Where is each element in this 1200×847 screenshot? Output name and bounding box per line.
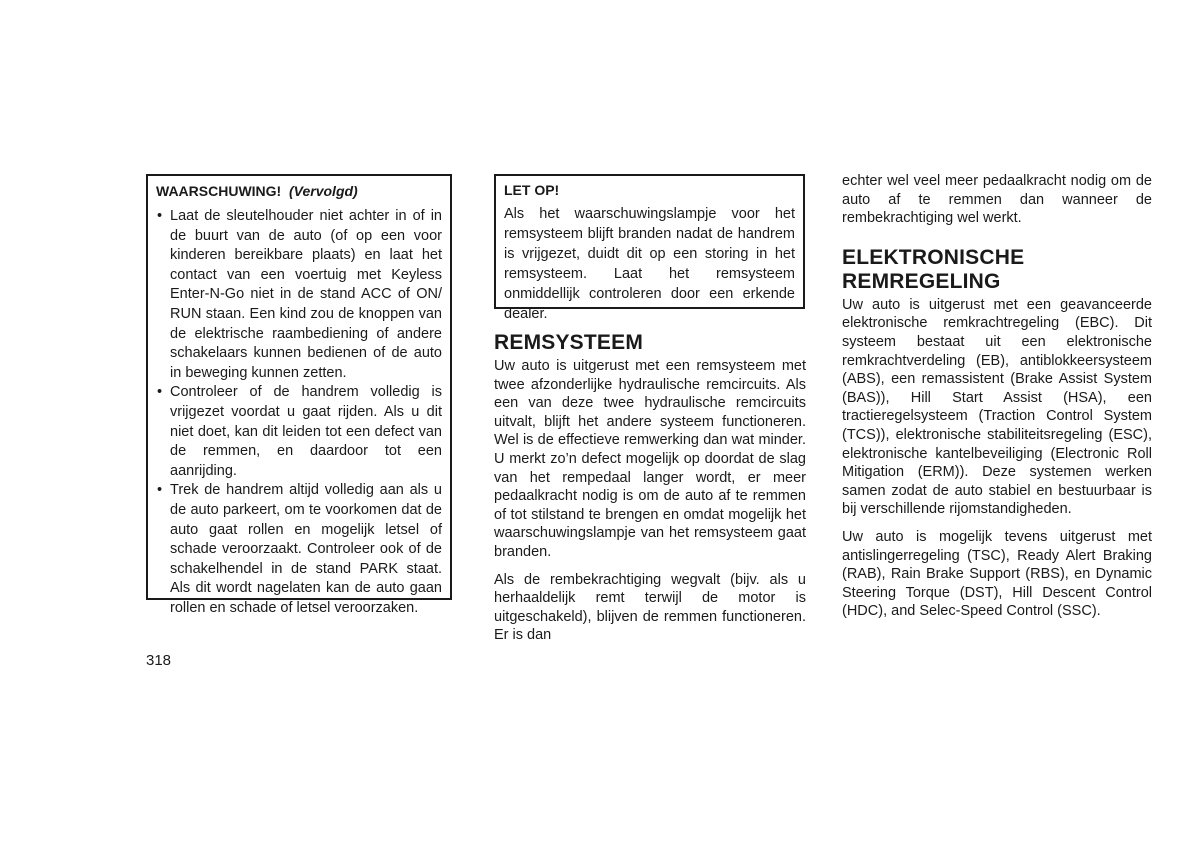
warning-item: • Controleer of de handrem volledig is vrijgezet voordat u gaat rijden. Als u dit niet doet, kan dit leiden tot een defect van de remmen, en daardoor tot een aanrijding. — [156, 383, 442, 481]
elektronische-paragraph: Uw auto is uitgerust met een geavanceerde elektronische remkrachtregeling (EBC). Dit systeem bestaat uit een elektronische remkrachtverdeling (EB), antiblokkeersysteem (ABS), een remassistent (Brake Assist System (BAS)), Hill Start Assist (HSA), een tractieregelsysteem (Traction Control System (TCS)), elektronische stabiliteitsregeling (ESC), elektronische kantelbeveiliging (Electronic Roll Mitigation (ERM)). Deze systemen werken samen zodat de auto stabiel en bestuurbaar is bij verschillende rijomstandigheden. — [842, 296, 1152, 518]
heading-line-1: ELEKTRONISCHE — [842, 245, 1025, 269]
page-number: 318 — [146, 652, 172, 669]
warning-list — [156, 207, 442, 618]
elektronische-paragraph: Uw auto is mogelijk tevens uitgerust met antislingerregeling (TSC), Ready Alert Braking (RAB), Rain Brake Support (RBS), en Dynamic Steering Torque (DST), Hill Descent Control (HDC), and Selec-Speed Control (SSC). — [842, 528, 1152, 620]
column-right — [842, 172, 1152, 621]
heading-line-2: REMREGELING — [842, 269, 1001, 293]
caution-body: Als het waarschuwingslampje voor het remsysteem blijft branden nadat de handrem is vrijgezet, duidt dit op een storing in het remsysteem. Laat het remsysteem onmiddellijk controleren door een erkende dealer. — [504, 206, 795, 322]
continuation-paragraph: echter wel veel meer pedaalkracht nodig om de auto af te remmen dan wanneer de rembekrachtiging wel werkt. — [842, 173, 1152, 227]
caution-box — [494, 174, 805, 322]
warning-title — [156, 181, 442, 201]
warning-title-text: WAARSCHUWING! — [156, 183, 282, 199]
warning-title-suffix: (Vervolgd) — [289, 183, 358, 199]
remsysteem-paragraph: Als de rembekrachtiging wegvalt (bijv. als u herhaaldelijk remt terwijl de motor is uitgeschakeld), blijven de remmen functioneren. Er is dan — [494, 571, 806, 644]
caution-title: LET OP! — [504, 182, 560, 198]
remsysteem-heading: REMSYSTEEM — [494, 331, 644, 354]
column-middle — [494, 174, 806, 645]
warning-item: • Trek de handrem altijd volledig aan als u de auto parkeert, om te voorkomen dat de auto gaat rollen en mogelijk letsel of schade veroorzaakt. Controleer ook of de schakelhendel in de stand PARK staat. Als dit wordt nagelaten kan de auto gaan rollen en schade of letsel veroorzaken. — [156, 481, 442, 618]
remsysteem-paragraph: Uw auto is uitgerust met een remsysteem met twee afzonderlijke hydraulische remcircuits. Als een van deze twee hydraulische remcircuits uitvalt, blijft het andere systeem functioneren. Wel is de effectieve remwerking dan wat minder. U merkt zo’n defect mogelijk op doordat de slag van het rempedaal langer wordt, er meer pedaalkracht nodig is om de auto af te remmen of tot stilstand te brengen en omdat mogelijk het waarschuwingslampje van het remsysteem gaat branden. — [494, 358, 806, 560]
warning-item: • Laat de sleutelhouder niet achter in of in de buurt van de auto (of op een voor kinderen bereikbare plaats) en laat het contact van een voertuig met Keyless Enter-N-Go niet in de stand ACC of ON/ RUN staan. Een kind zou de knoppen van de elektrische raambediening of andere schakelaars kunnen bedienen of de auto in beweging kunnen zetten. — [156, 207, 442, 383]
warning-box — [146, 174, 452, 616]
elektronische-heading — [842, 246, 1152, 294]
